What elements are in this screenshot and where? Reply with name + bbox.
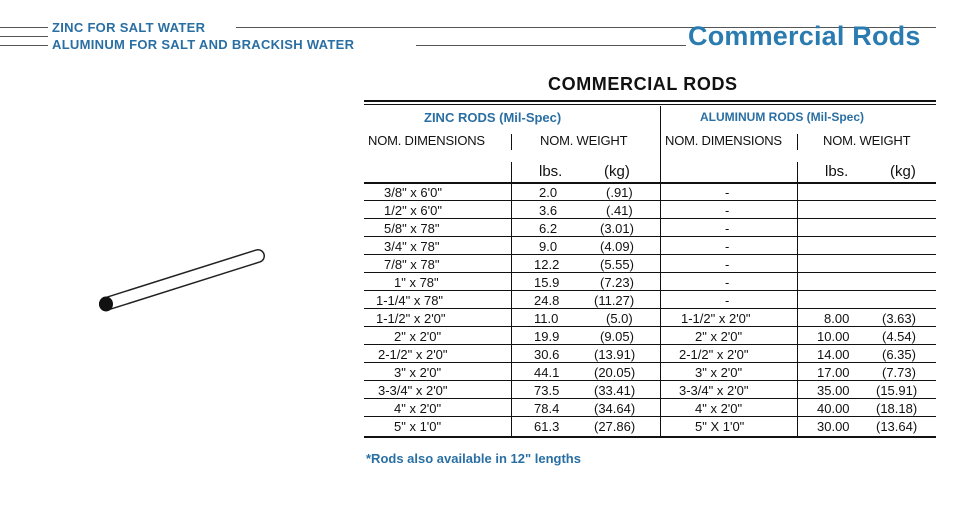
zinc-unit-kg: (kg) [604, 163, 630, 180]
zinc-dim: 5" x 1'0" [394, 419, 442, 434]
al-dim: - [725, 275, 730, 290]
row-rule [364, 236, 936, 237]
al-kg: (18.18) [876, 401, 918, 416]
divider-al-dim [797, 162, 798, 438]
al-lbs: 30.00 [817, 419, 850, 434]
zinc-dim: 4" x 2'0" [394, 401, 442, 416]
divider-aluminum-header [797, 134, 798, 150]
table-title: COMMERCIAL RODS [548, 74, 738, 94]
al-dim: 2" x 2'0" [695, 329, 743, 344]
zinc-lbs: 12.2 [534, 257, 560, 272]
zinc-lbs: 3.6 [539, 203, 558, 218]
al-dim: - [725, 293, 730, 308]
al-dim: - [725, 239, 730, 254]
zinc-lbs: 6.2 [539, 221, 558, 236]
al-lbs: 17.00 [817, 365, 850, 380]
al-kg: (15.91) [876, 383, 918, 398]
zinc-dim: 3/4" x 78" [384, 239, 440, 254]
zinc-dim: 3/8" x 6'0" [384, 185, 442, 200]
zinc-kg: (13.91) [594, 347, 636, 362]
row-rule [364, 398, 936, 399]
al-dim: 3" x 2'0" [695, 365, 743, 380]
zinc-unit-lbs: lbs. [539, 163, 563, 180]
tagline-zinc: ZINC FOR SALT WATER [52, 20, 206, 35]
al-dim: 1-1/2" x 2'0" [681, 311, 751, 326]
zinc-lbs: 73.5 [534, 383, 560, 398]
zinc-dim: 3-3/4" x 2'0" [378, 383, 448, 398]
zinc-kg: (7.23) [600, 275, 634, 290]
al-dim: 3-3/4" x 2'0" [679, 383, 749, 398]
zinc-kg: (34.64) [594, 401, 636, 416]
al-kg: (3.63) [882, 311, 916, 326]
rule-top-2 [364, 104, 936, 105]
al-kg: (13.64) [876, 419, 918, 434]
aluminum-unit-kg: (kg) [890, 163, 916, 180]
al-dim: 2-1/2" x 2'0" [679, 347, 749, 362]
row-rule [364, 272, 936, 273]
zinc-kg: (.91) [606, 185, 633, 200]
row-rule [364, 218, 936, 219]
al-kg: (7.73) [882, 365, 916, 380]
zinc-lbs: 11.0 [534, 311, 559, 326]
row-rule [364, 380, 936, 381]
al-lbs: 40.00 [817, 401, 850, 416]
tagline-aluminum: ALUMINUM FOR SALT AND BRACKISH WATER [52, 37, 355, 52]
zinc-col-weight: NOM. WEIGHT [540, 133, 628, 148]
row-rule [364, 254, 936, 255]
zinc-dim: 3" x 2'0" [394, 365, 442, 380]
zinc-lbs: 19.9 [534, 329, 560, 344]
zinc-kg: (.41) [606, 203, 633, 218]
zinc-kg: (4.09) [600, 239, 634, 254]
al-dim: - [725, 257, 730, 272]
divider-zinc-header [511, 134, 512, 150]
zinc-dim: 1-1/4" x 78" [376, 293, 444, 308]
zinc-dim: 2" x 2'0" [394, 329, 442, 344]
zinc-lbs: 24.8 [534, 293, 560, 308]
zinc-col-dimensions: NOM. DIMENSIONS [368, 133, 485, 148]
zinc-kg: (11.27) [594, 293, 635, 308]
zinc-dim: 7/8" x 78" [384, 257, 440, 272]
zinc-section-title: ZINC RODS (Mil-Spec) [424, 110, 562, 125]
rod-icon [99, 256, 258, 312]
row-rule [364, 416, 936, 417]
row-rule [364, 308, 936, 309]
aluminum-section-title: ALUMINUM RODS (Mil-Spec) [700, 110, 864, 124]
al-dim: 4" x 2'0" [695, 401, 743, 416]
row-rule [364, 200, 936, 201]
al-lbs: 8.00 [824, 311, 850, 326]
zinc-kg: (3.01) [600, 221, 634, 236]
al-dim: 5" X 1'0" [695, 419, 745, 434]
zinc-dim: 2-1/2" x 2'0" [378, 347, 448, 362]
zinc-dim: 5/8" x 78" [384, 221, 440, 236]
zinc-kg: (9.05) [600, 329, 634, 344]
aluminum-col-dimensions: NOM. DIMENSIONS [665, 133, 782, 148]
al-dim: - [725, 185, 730, 200]
al-kg: (6.35) [882, 347, 916, 362]
footnote: *Rods also available in 12" lengths [366, 451, 581, 466]
zinc-lbs: 2.0 [539, 185, 558, 200]
zinc-lbs: 61.3 [534, 419, 560, 434]
zinc-kg: (5.55) [600, 257, 634, 272]
al-kg: (4.54) [882, 329, 916, 344]
zinc-kg: (27.86) [594, 419, 636, 434]
zinc-lbs: 78.4 [534, 401, 560, 416]
zinc-lbs: 44.1 [534, 365, 560, 380]
zinc-kg: (33.41) [594, 383, 636, 398]
row-rule [364, 344, 936, 345]
al-dim: - [725, 221, 730, 236]
zinc-kg: (20.05) [594, 365, 636, 380]
rule-bottom [364, 436, 936, 438]
al-lbs: 35.00 [817, 383, 850, 398]
al-lbs: 10.00 [817, 329, 850, 344]
zinc-dim: 1" x 78" [394, 275, 439, 290]
zinc-kg: (5.0) [606, 311, 633, 326]
zinc-lbs: 30.6 [534, 347, 560, 362]
aluminum-col-weight: NOM. WEIGHT [823, 133, 911, 148]
zinc-dim: 1/2" x 6'0" [384, 203, 442, 218]
al-dim: - [725, 203, 730, 218]
zinc-lbs: 9.0 [539, 239, 558, 254]
row-rule [364, 290, 936, 291]
rule-top [364, 100, 936, 102]
row-rule [364, 326, 936, 327]
aluminum-unit-lbs: lbs. [825, 163, 849, 180]
zinc-lbs: 15.9 [534, 275, 560, 290]
brand-title: Commercial Rods [688, 21, 921, 51]
zinc-dim: 1-1/2" x 2'0" [376, 311, 446, 326]
al-lbs: 14.00 [817, 347, 850, 362]
rule-header-bottom [364, 182, 936, 184]
divider-zinc-dim [511, 162, 512, 438]
row-rule [364, 362, 936, 363]
